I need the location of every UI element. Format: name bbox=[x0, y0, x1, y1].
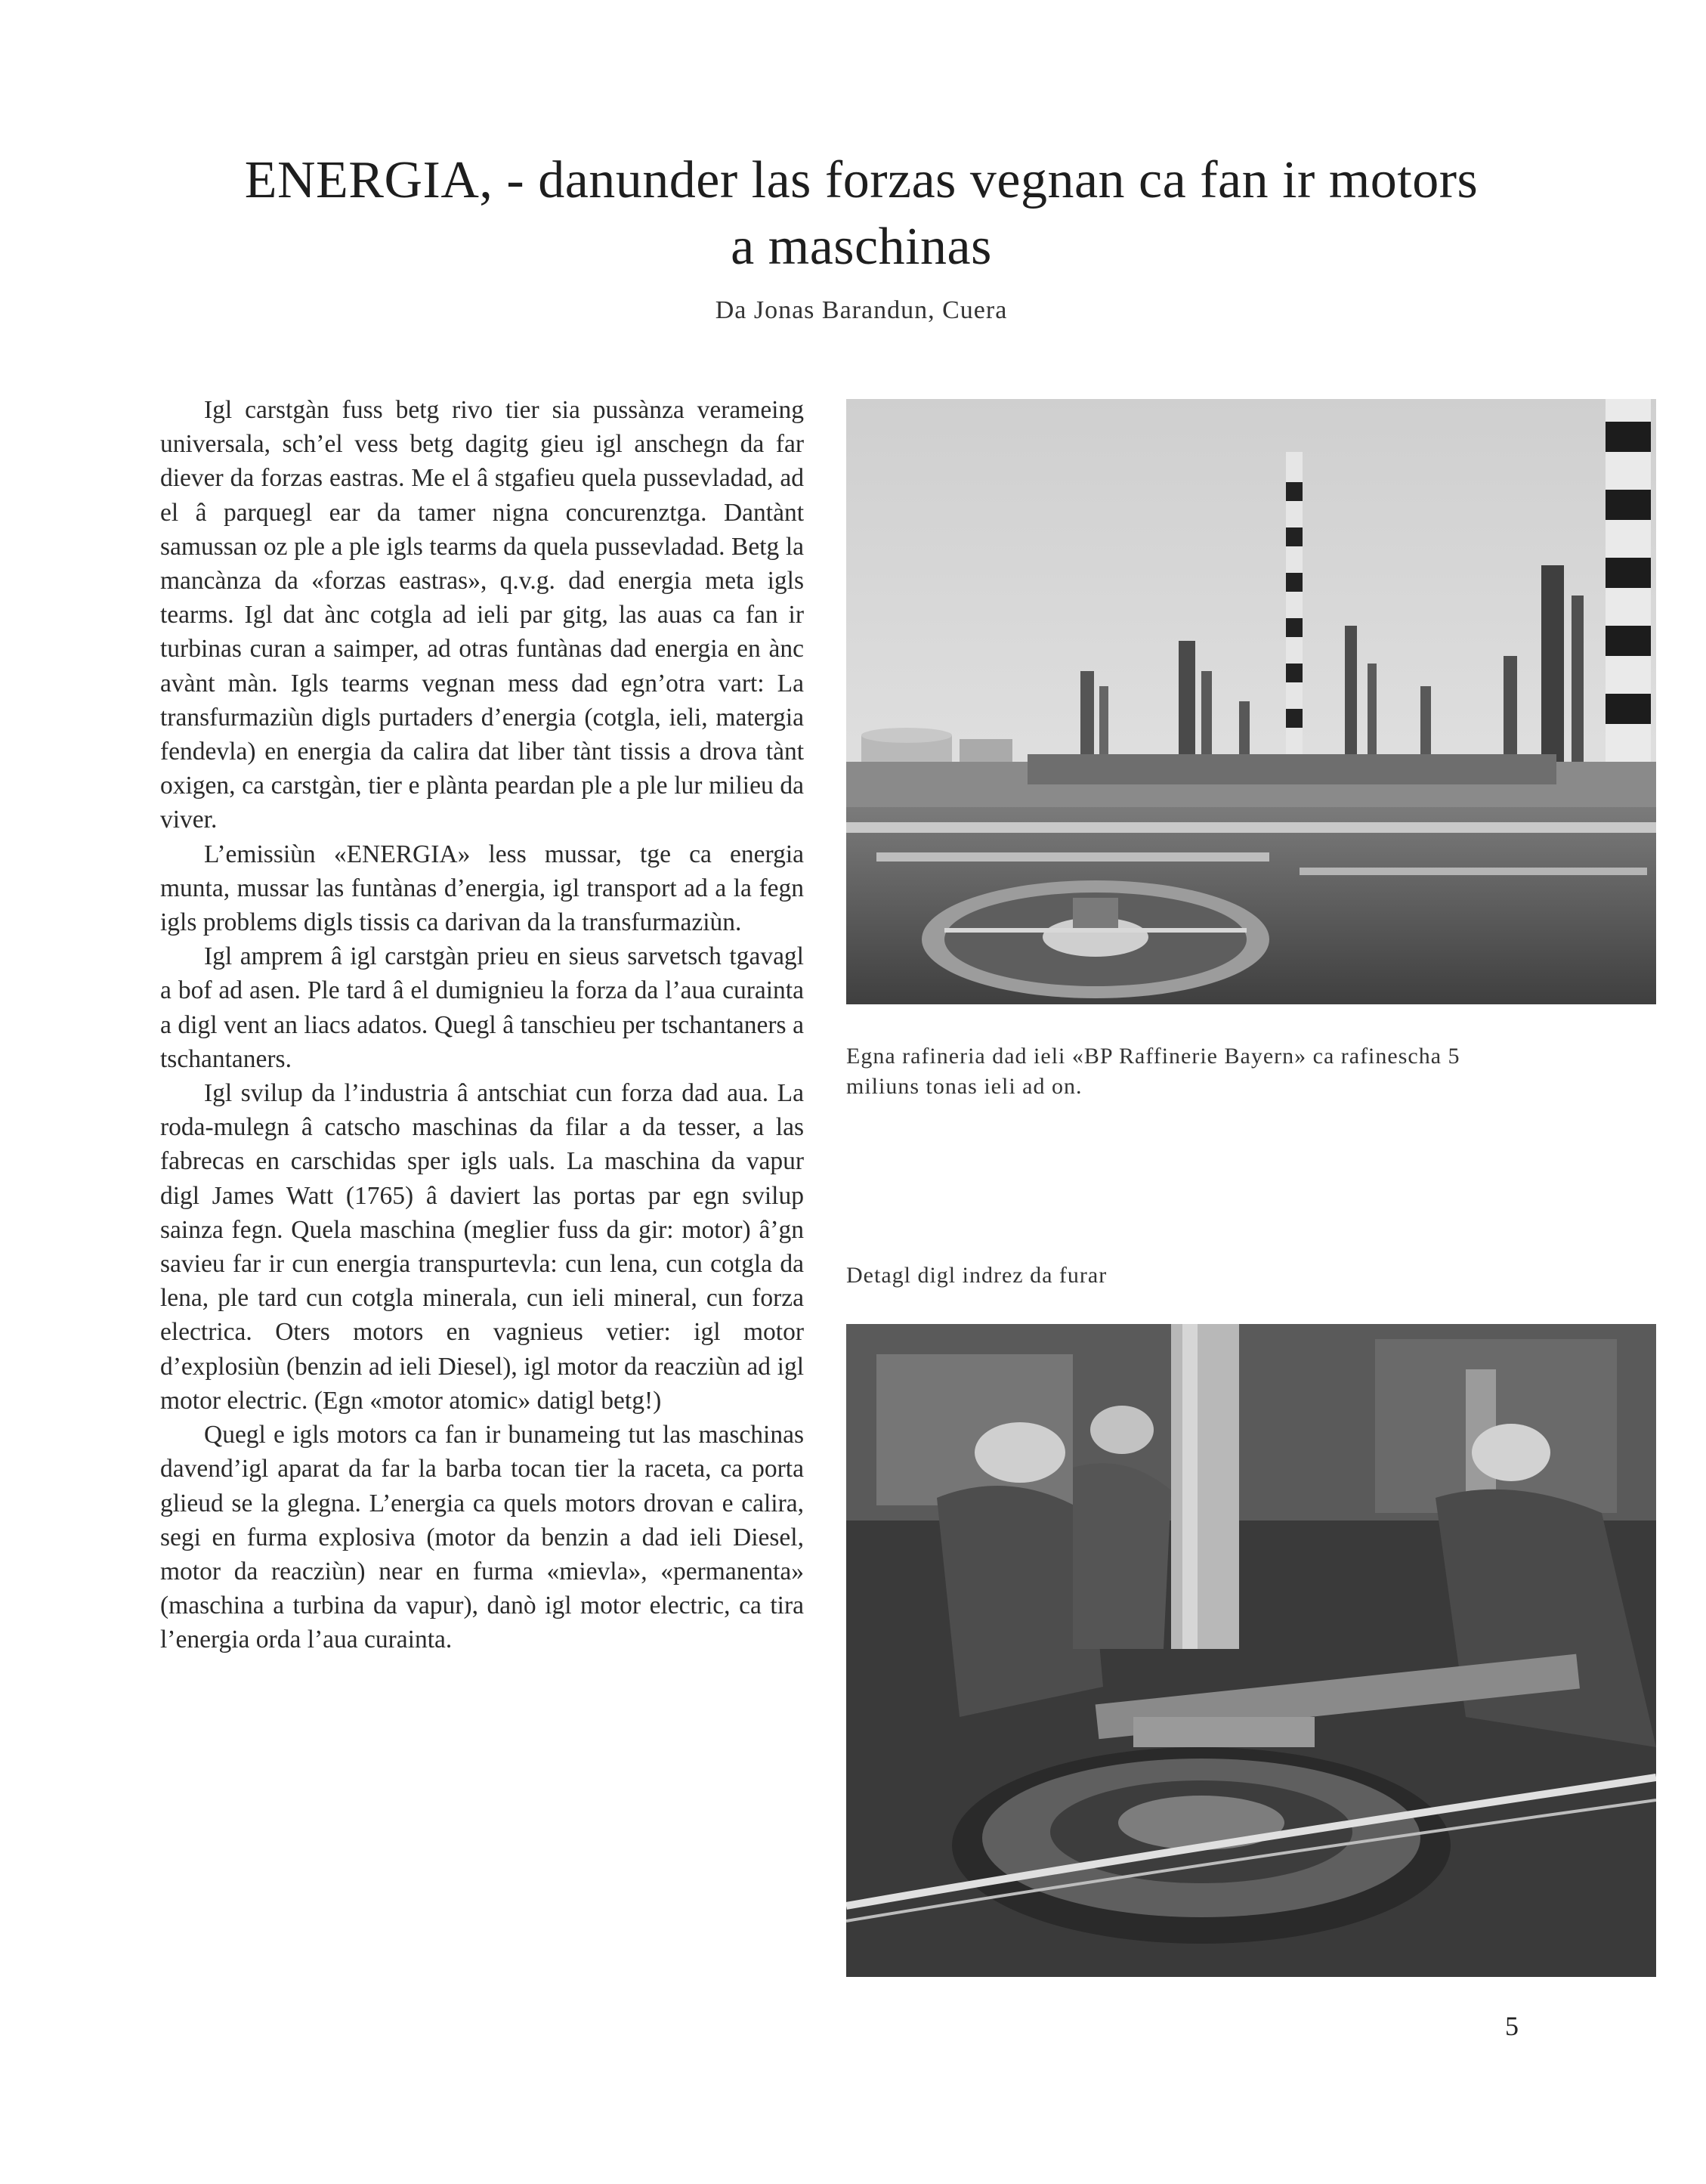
article-title bbox=[151, 147, 1572, 280]
paragraph-1: Igl carstgàn fuss betg rivo tier sia pussànza verameing universala, sch’el vess betg dagitg gieu igl anschegn da far diever da forzas eastras. Me el â stgafieu quela pussevladad, ad el â parquegl ear da tamer nigna concurenztga. Dantànt samussan oz ple a ple igls tearms da quela pussevladad. Betg la mancànza da «forzas eastras», q.v.g. dad energia meta igls tearms. Igl dat ànc cotgla ad ieli par gitg, las auas ca fan ir turbinas curan a saimper, ad otras funtànas dad energia en ànc avànt màn. Igls tearms vegnan mess dad egn’otra vart: La transfurmaziùn digls purtaders d’energia (cotgla, ieli, matergia fendevla) en energia da calira dat liber tànt tissis a drova tànt oxigen, ca carstgàn, tier e plànta peardan ple a ple lur milieu da viver. bbox=[160, 396, 804, 834]
drilling-photo bbox=[846, 1324, 1656, 1977]
title-line-1: ENERGIA, - danunder las forzas vegnan ca fan ir motors bbox=[244, 151, 1479, 209]
drilling-caption: Detagl digl indrez da furar bbox=[846, 1263, 1108, 1288]
page-number: 5 bbox=[1505, 2011, 1519, 2041]
article-byline: Da Jonas Barandun, Cuera bbox=[715, 296, 1008, 324]
paragraph-5: Quegl e igls motors ca fan ir bunameing tut las maschinas davend’igl aparat da far la barba tocan tier la raceta, ca porta glieud se la glegna. L’energia ca quels motors drovan e calira, segi en furma explosiva (motor da benzin a dad ieli Diesel, motor da reacziùn) near en furma «mievla», «permanenta» (maschina a turbina da vapur), danò igl motor electric, ca tira l’energia orda l’aua curainta. bbox=[160, 1421, 804, 1654]
paragraph-3: Igl amprem â igl carstgàn prieu en sieus sarvetsch tgavagl a bof ad asen. Ple tard â el dumignieu la forza da l’aua curainta a digl vent an liacs adatos. Quegl â tanschieu per tschantaners a tschantaners. bbox=[160, 942, 804, 1073]
article-body bbox=[160, 393, 804, 1657]
refinery-photo bbox=[846, 399, 1656, 1004]
paragraph-4: Igl svilup da l’industria â antschiat cun forza dad aua. La roda-mulegn â catscho maschinas da filar a da tesser, a las fabrecas en carschidas sper igls uals. La maschina da vapur digl James Watt (1765) â daviert las portas par egn svilup sainza fegn. Quela maschina (meglier fuss da gir: motor) â’gn savieu far ir cun energia transpurtevla: cun lena, cun cotgla da lena, ple tard cun cotgla minerala, cun ieli mineral, cun forza electrica. Oters motors en vagnieus vetier: igl motor d’explosiùn (benzin ad ieli Diesel), igl motor da reacziùn ad igl motor electric. (Egn «motor atomic» datigl betg!) bbox=[160, 1079, 804, 1415]
paragraph-2: L’emissiùn «ENERGIA» less mussar, tge ca energia munta, mussar las funtànas d’energia, igl transport ad a la fegn igls problems digls tissis ca darivan da la transfurmaziùn. bbox=[160, 840, 804, 937]
refinery-photo-illustration bbox=[846, 399, 1656, 1004]
refinery-caption: Egna rafineria dad ieli «BP Raffinerie Bayern» ca rafinescha 5 miliuns tonas ieli ad on. bbox=[846, 1044, 1460, 1099]
title-line-2: a maschinas bbox=[731, 218, 992, 276]
drilling-photo-illustration bbox=[846, 1324, 1656, 1977]
